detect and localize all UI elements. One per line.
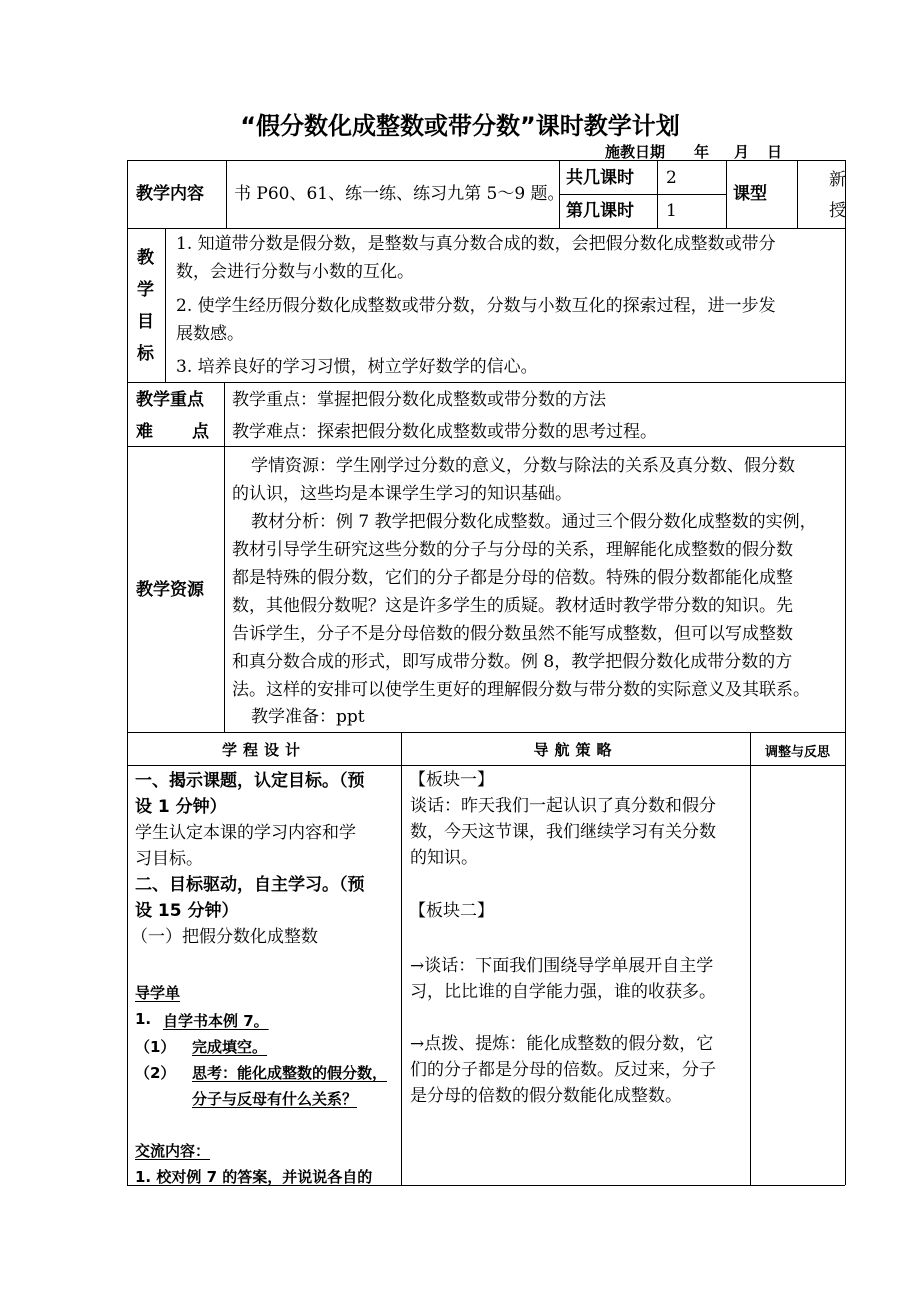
current-period-label: 第几课时: [566, 201, 634, 221]
design-line: 设 1 分钟）: [135, 797, 227, 817]
header-adjustment-reflection: 调整与反思: [764, 745, 830, 760]
header-navigation-strategy: 导航策略: [533, 741, 618, 759]
lesson-type-label: 课型: [733, 184, 767, 204]
resource-line: 的认识，这些均是本课学生学习的知识基础。: [232, 484, 572, 504]
lesson-type-value-2: 授: [829, 201, 846, 221]
content-label: 教学内容: [136, 184, 204, 204]
goal-line: 展数感。: [176, 324, 244, 344]
goals-label-4: 标: [137, 344, 154, 364]
goals-label-1: 教: [137, 248, 154, 268]
strategy-line: 谈话：昨天我们一起认识了真分数和假分: [410, 796, 716, 816]
strategy-line: 是分母的倍数的假分数能化成整数。: [410, 1086, 682, 1106]
strategy-line: 的知识。: [410, 848, 478, 868]
resource-line: 都是特殊的假分数，它们的分子都是分母的倍数。特殊的假分数都能化成整: [232, 568, 793, 588]
resources-label: 教学资源: [136, 580, 204, 600]
design-line: 习目标。: [135, 849, 203, 869]
design-line: 分子与反母有什么关系？: [192, 1090, 358, 1108]
total-periods-label: 共几课时: [566, 168, 634, 188]
key-points-label: 教学重点: [136, 390, 204, 410]
design-line: 1. 校对例 7 的答案，并说说各自的: [135, 1168, 373, 1186]
resource-line: 教学准备：ppt: [251, 707, 365, 727]
design-line: （1）: [135, 1038, 176, 1056]
total-periods-value: 2: [666, 168, 677, 188]
strategy-line: 【板块一】: [409, 770, 494, 790]
goal-line: 3. 培养良好的学习习惯，树立学好数学的信心。: [176, 357, 538, 377]
design-line: （一）把假分数化成整数: [131, 927, 318, 947]
content-value: 书 P60、61、练一练、练习九第 5～9 题。: [234, 184, 565, 204]
strategy-line: →点拨、提炼：能化成整数的假分数，它: [410, 1034, 714, 1054]
resource-line: 法。这样的安排可以使学生更好的理解假分数与带分数的实际意义及其联系。: [232, 680, 810, 700]
resource-line: 教材引导学生研究这些分数的分子与分母的关系，理解能化成整数的假分数: [232, 540, 793, 560]
date-label: 施教日期: [605, 143, 666, 161]
design-line: 一、揭示课题，认定目标。（预: [135, 771, 365, 791]
difficulty-label-1: 难: [136, 422, 153, 442]
strategy-line: 们的分子都是分母的倍数。反过来，分子: [410, 1060, 716, 1080]
design-line: 交流内容：: [135, 1142, 211, 1160]
current-period-value: 1: [666, 201, 677, 221]
strategy-line: →谈话：下面我们围绕导学单展开自主学: [410, 956, 714, 976]
date-day: 日: [767, 143, 783, 161]
design-line: 自学书本例 7。: [163, 1012, 269, 1030]
difficulty-text: 教学难点：探索把假分数化成整数或带分数的思考过程。: [232, 422, 657, 442]
resource-line: 教材分析：例 7 教学把假分数化成整数。通过三个假分数化成整数的实例，: [251, 512, 817, 532]
design-line: 设 15 分钟）: [135, 901, 239, 921]
date-month: 月: [734, 143, 750, 161]
date-year: 年: [694, 143, 710, 161]
goal-line: 2. 使学生经历假分数化成整数或带分数，分数与小数互化的探索过程，进一步发: [176, 296, 776, 316]
design-line: 二、目标驱动，自主学习。（预: [135, 875, 365, 895]
goal-line: 数，会进行分数与小数的互化。: [176, 262, 414, 282]
design-line: 1.: [135, 1010, 152, 1028]
design-line: 完成填空。: [192, 1038, 268, 1056]
difficulty-label-2: 点: [192, 422, 209, 442]
key-point-text: 教学重点：掌握把假分数化成整数或带分数的方法: [232, 390, 606, 410]
design-line: （2）: [135, 1064, 176, 1082]
goals-label-2: 学: [137, 280, 154, 300]
header-study-design: 学程设计: [221, 741, 306, 759]
resource-line: 告诉学生，分子不是分母倍数的假分数虽然不能写成整数，但可以写成整数: [232, 624, 793, 644]
lesson-type-value-1: 新: [829, 170, 846, 190]
strategy-line: 数，今天这节课，我们继续学习有关分数: [410, 822, 716, 842]
design-line: 学生认定本课的学习内容和学: [135, 823, 356, 843]
page-title: “假分数化成整数或带分数”课时教学计划: [240, 112, 680, 140]
goals-label-3: 目: [137, 312, 154, 332]
goal-line: 1. 知道带分数是假分数，是整数与真分数合成的数，会把假分数化成整数或带分: [176, 234, 776, 254]
strategy-line: 【板块二】: [409, 901, 494, 921]
strategy-line: 习，比比谁的自学能力强，谁的收获多。: [410, 982, 716, 1002]
design-line: 导学单: [135, 984, 181, 1002]
resource-line: 数，其他假分数呢？这是许多学生的质疑。教材适时教学带分数的知识。先: [232, 596, 793, 616]
resource-line: 学情资源：学生刚学过分数的意义，分数与除法的关系及真分数、假分数: [251, 456, 795, 476]
design-line: 思考：能化成整数的假分数，: [192, 1064, 388, 1082]
resource-line: 和真分数合成的形式，即写成带分数。例 8，教学把假分数化成带分数的方: [232, 652, 793, 672]
